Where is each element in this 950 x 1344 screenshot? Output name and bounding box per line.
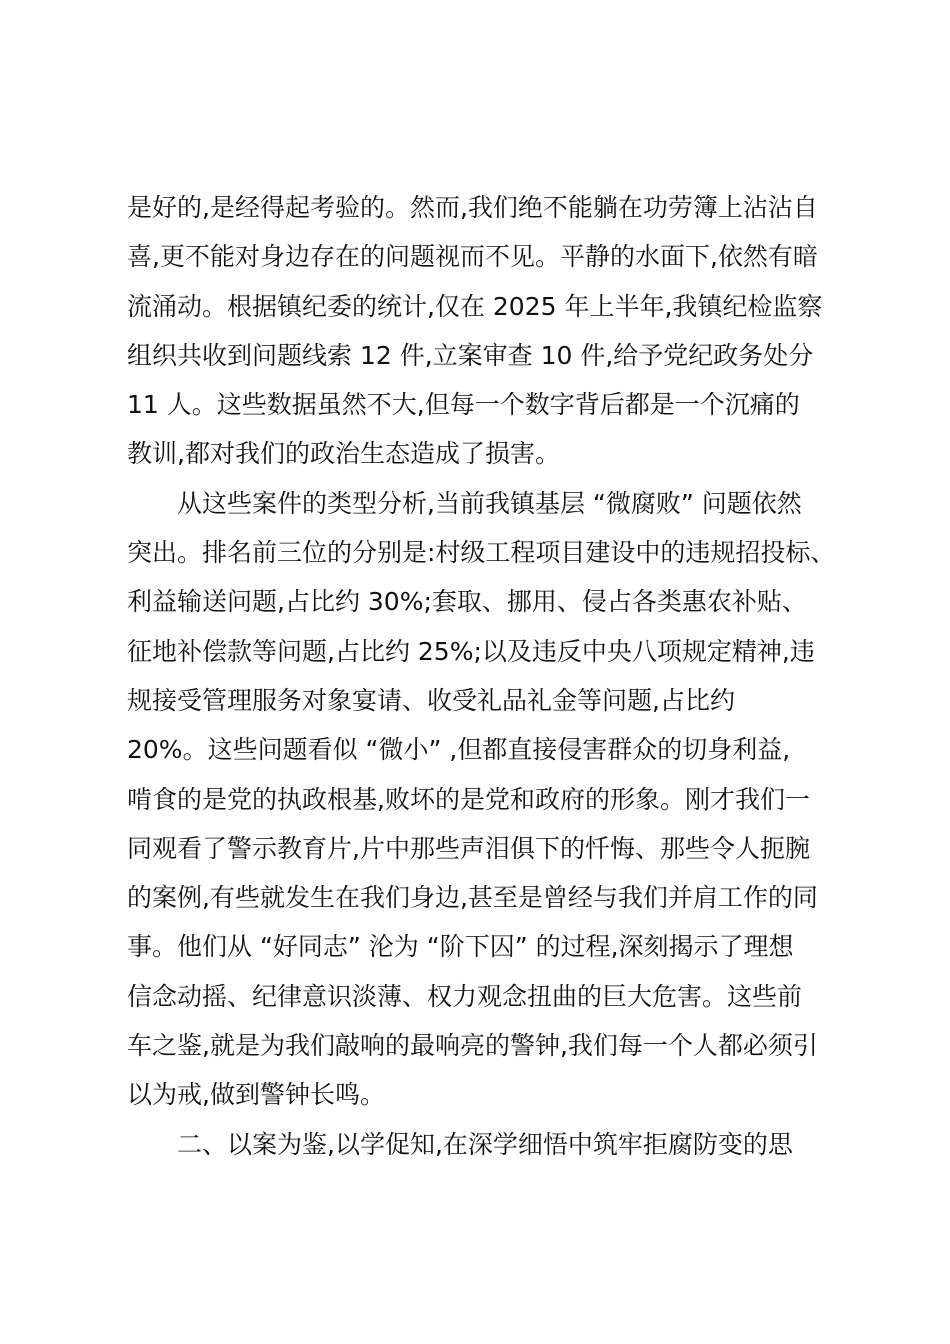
paragraph-line: 征地补偿款等问题,占比约 25%;以及违反中央八项规定精神,违 — [127, 636, 815, 666]
paragraph-line: 教训,都对我们的政治生态造成了损害。 — [127, 439, 560, 469]
paragraph-line: 流涌动。根据镇纪委的统计,仅在 2025 年上半年,我镇纪检监察 — [127, 291, 823, 321]
paragraph-line: 从这些案件的类型分析,当前我镇基层 “微腐败” 问题依然 — [177, 488, 802, 518]
paragraph-line: 利益输送问题,占比约 30%;套取、挪用、侵占各类惠农补贴、 — [127, 587, 807, 617]
paragraph-line: 突出。排名前三位的分别是:村级工程项目建设中的违规招投标、 — [127, 538, 836, 568]
paragraph-line: 喜,更不能对身边存在的问题视而不见。平静的水面下,依然有暗 — [127, 242, 818, 272]
paragraph-line: 信念动摇、纪律意识淡薄、权力观念扭曲的巨大危害。这些前 — [127, 981, 803, 1011]
paragraph-line: 规接受管理服务对象宴请、收受礼品礼金等问题,占比约 — [127, 685, 735, 715]
paragraph-line: 组织共收到问题线索 12 件,立案审查 10 件,给予党纪政务处分 — [127, 340, 814, 370]
document-body — [127, 183, 837, 1169]
paragraph-line: 11 人。这些数据虽然不大,但每一个数字背后都是一个沉痛的 — [127, 390, 800, 420]
paragraph-line: 的案例,有些就发生在我们身边,甚至是曾经与我们并肩工作的同 — [127, 883, 818, 913]
paragraph-line: 车之鉴,就是为我们敲响的最响亮的警钟,我们每一个人都必须引 — [127, 1031, 818, 1061]
paragraph-line: 事。他们从 “好同志” 沦为 “阶下囚” 的过程,深刻揭示了理想 — [127, 932, 794, 962]
paragraph-line: 同观看了警示教育片,片中那些声泪俱下的忏悔、那些令人扼腕 — [127, 833, 810, 863]
section-heading-line: 二、以案为鉴,以学促知,在深学细悟中筑牢拒腐防变的思 — [177, 1129, 793, 1159]
paragraph-line: 20%。这些问题看似 “微小” ,但都直接侵害群众的切身利益, — [127, 735, 791, 765]
paragraph-line: 啃食的是党的执政根基,败坏的是党和政府的形象。刚才我们一 — [127, 784, 810, 814]
paragraph-line: 以为戒,做到警钟长鸣。 — [127, 1080, 385, 1110]
paragraph-line: 是好的,是经得起考验的。然而,我们绝不能躺在功劳簿上沾沾自 — [127, 193, 818, 222]
